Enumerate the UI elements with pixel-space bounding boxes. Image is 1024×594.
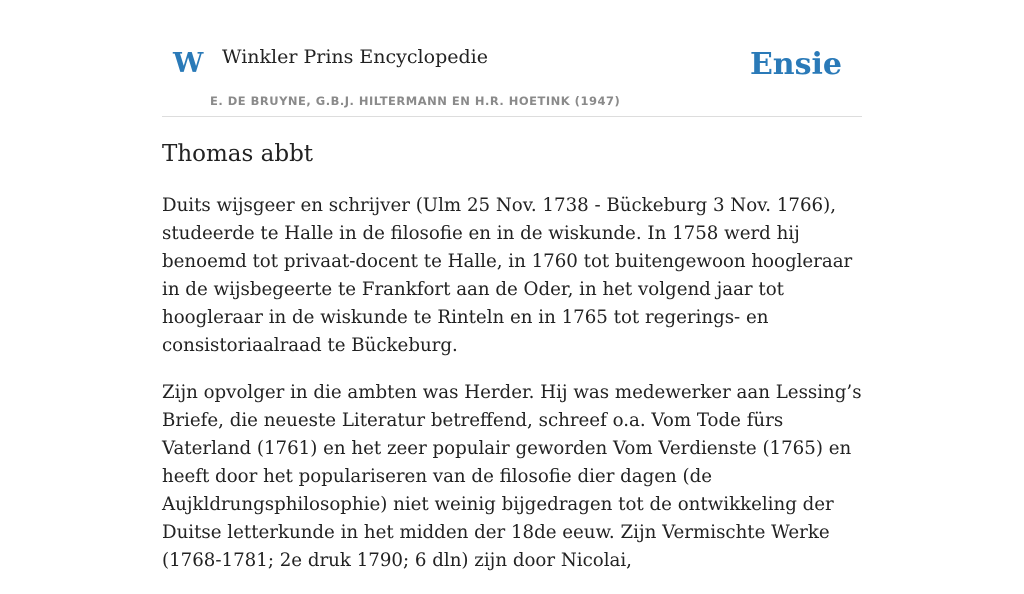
article-paragraph: Duits wijsgeer en schrijver (Ulm 25 Nov. 1738 - Bückeburg 3 Nov. 1766), studeerde te Halle in de filosofie en in de wiskunde. In 1758 werd hij benoemd tot privaat-docent te Halle, in 1760 tot buitengewoon hoogleraar in de wijsbegeerte te Frankfort aan de Oder, in het volgend jaar tot hoogleraar in de wiskunde te Rinteln en in 1765 tot regerings- en consistoriaalraad te Bückeburg. bbox=[162, 195, 853, 356]
brand-logo[interactable]: Ensie bbox=[749, 47, 842, 82]
article-body bbox=[162, 192, 862, 594]
site-header bbox=[162, 0, 862, 117]
page bbox=[162, 0, 862, 571]
site-subtitle: E. DE BRUYNE, G.B.J. HILTERMANN EN H.R. HOETINK (1947) bbox=[210, 94, 621, 108]
article-paragraph: Zijn opvolger in die ambten was Herder. Hij was medewerker aan Lessing’s Briefe, die neueste Literatur betreffend, schreef o.a. Vom Tode fürs Vaterland (1761) en het zeer populair geworden Vom Verdienste (1765) en heeft door het populariseren van de filosofie dier dagen (de Aujkldrungsphilosophie) niet weinig bijgedragen tot de ontwikkeling der Duitse letterkunde in het midden der 18de eeuw. Zijn Vermischte Werke (1768-1781; 2e druk 1790; 6 dln) zijn door Nicolai, bbox=[162, 382, 862, 571]
site-logo[interactable]: W bbox=[173, 48, 204, 79]
site-title[interactable]: Winkler Prins Encyclopedie bbox=[222, 46, 488, 68]
article-title: Thomas abbt bbox=[162, 141, 314, 167]
